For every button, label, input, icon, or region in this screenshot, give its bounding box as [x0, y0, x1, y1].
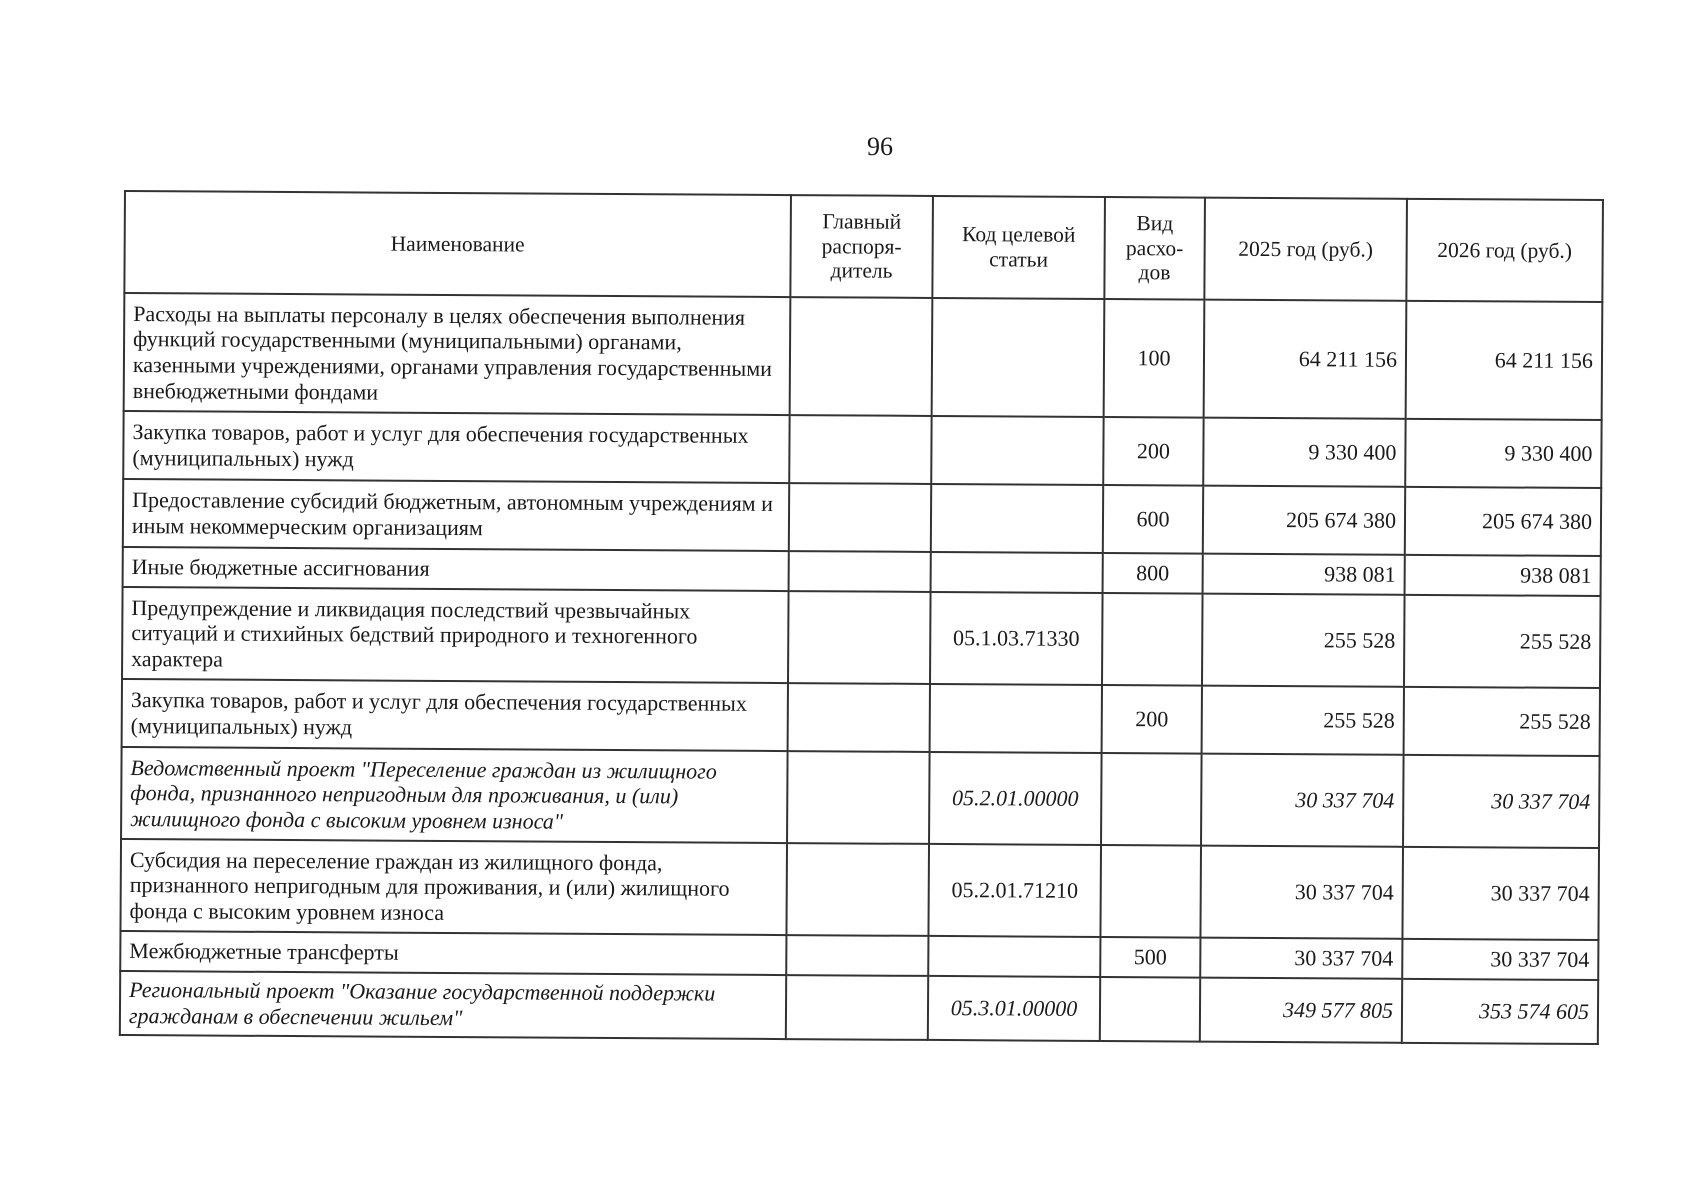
- cell-type: 100: [1104, 299, 1205, 418]
- cell-type: 600: [1103, 485, 1203, 554]
- budget-table: [119, 190, 1604, 1045]
- table-row: [120, 839, 1599, 940]
- cell-y2025: 349 577 805: [1200, 978, 1402, 1043]
- cell-ministry: [788, 683, 930, 752]
- cell-name: Закупка товаров, работ и услуг для обеспечения государственных (муниципальных) нужд: [123, 411, 789, 483]
- cell-ministry: [786, 935, 928, 976]
- page-number: 96: [867, 132, 893, 161]
- cell-type: 200: [1102, 685, 1202, 754]
- cell-name: Ведомственный проект "Переселение граждан из жилищного фонда, признанного непригодным для проживания, и (или) жилищного фонда с высоким уровнем износа": [121, 747, 788, 843]
- table-row: [122, 587, 1601, 688]
- header-ministry: Главный распоря-дитель: [790, 195, 933, 298]
- cell-y2025: 64 211 156: [1204, 300, 1407, 419]
- cell-y2026: 9 330 400: [1405, 419, 1601, 488]
- cell-name: Региональный проект "Оказание государственной поддержки гражданам в обеспечении жильем": [120, 971, 786, 1039]
- cell-ministry: [790, 297, 933, 416]
- table-row: [121, 747, 1600, 848]
- table-row: [123, 411, 1601, 488]
- cell-y2026: 30 337 704: [1403, 755, 1600, 848]
- cell-code: 05.2.01.71210: [928, 844, 1101, 937]
- cell-code: [932, 298, 1105, 417]
- header-y2025: 2025 год (руб.): [1204, 198, 1407, 301]
- cell-y2026: 30 337 704: [1402, 847, 1599, 940]
- cell-type: [1101, 753, 1202, 846]
- cell-y2026: 255 528: [1404, 595, 1601, 688]
- table-body: [120, 293, 1603, 1044]
- cell-y2025: 205 674 380: [1203, 486, 1405, 555]
- cell-y2026: 30 337 704: [1402, 939, 1598, 980]
- cell-y2025: 9 330 400: [1203, 418, 1405, 487]
- cell-ministry: [786, 975, 928, 1040]
- cell-ministry: [789, 415, 931, 484]
- cell-type: 200: [1103, 417, 1203, 486]
- cell-y2026: 205 674 380: [1405, 487, 1601, 556]
- cell-name: Предупреждение и ликвидация последствий чрезвычайных ситуаций и стихийных бедствий природного и техногенного характера: [122, 587, 789, 683]
- cell-code: 05.3.01.00000: [928, 976, 1100, 1041]
- cell-y2025: 30 337 704: [1201, 754, 1404, 847]
- cell-code: [931, 484, 1103, 553]
- cell-name: Предоставление субсидий бюджетным, автономным учреждениям и иным некоммерческим организациям: [123, 479, 789, 551]
- cell-ministry: [789, 483, 931, 552]
- cell-code: 05.2.01.00000: [929, 752, 1102, 845]
- cell-y2025: 30 337 704: [1200, 846, 1403, 939]
- cell-y2025: 938 081: [1203, 554, 1405, 595]
- cell-name: Расходы на выплаты персоналу в целях обеспечения выполнения функций государственными (муниципальными) органами, казенными учреждениями, органами управления государственными внебюджетными фондами: [124, 293, 791, 415]
- header-type: Вид расхо-дов: [1104, 197, 1205, 300]
- header-code: Код целевой статьи: [932, 196, 1105, 299]
- cell-code: [930, 684, 1102, 753]
- cell-name: Закупка товаров, работ и услуг для обеспечения государственных (муниципальных) нужд: [122, 679, 788, 751]
- cell-name: Иные бюджетные ассигнования: [123, 547, 789, 591]
- cell-name: Субсидия на переселение граждан из жилищного фонда, признанного непригодным для проживания, и (или) жилищного фонда с высоким уровнем износа: [120, 839, 787, 935]
- cell-name: Межбюджетные трансферты: [120, 931, 786, 975]
- cell-code: [931, 552, 1103, 593]
- table-row: [123, 479, 1601, 556]
- table-header-row: [124, 191, 1603, 302]
- cell-ministry: [786, 843, 929, 936]
- cell-code: 05.1.03.71330: [930, 592, 1103, 685]
- cell-code: [931, 416, 1103, 485]
- cell-type: [1102, 593, 1203, 686]
- cell-type: [1100, 845, 1201, 938]
- cell-y2025: 255 528: [1202, 594, 1405, 687]
- cell-type: 800: [1103, 553, 1203, 594]
- table-row: [120, 971, 1598, 1044]
- cell-type: 500: [1100, 937, 1200, 978]
- cell-ministry: [788, 591, 931, 684]
- header-y2026: 2026 год (руб.): [1406, 199, 1603, 302]
- cell-type: [1100, 977, 1200, 1042]
- header-name: Наименование: [124, 191, 791, 297]
- cell-y2026: 353 574 605: [1402, 979, 1598, 1044]
- cell-ministry: [789, 551, 931, 592]
- cell-ministry: [787, 751, 930, 844]
- cell-code: [928, 936, 1100, 977]
- table-row: [122, 679, 1600, 756]
- cell-y2025: 255 528: [1202, 686, 1404, 755]
- cell-y2026: 938 081: [1405, 555, 1601, 596]
- table-row: [124, 293, 1603, 420]
- cell-y2026: 64 211 156: [1406, 301, 1603, 420]
- cell-y2026: 255 528: [1404, 687, 1600, 756]
- cell-y2025: 30 337 704: [1200, 938, 1402, 979]
